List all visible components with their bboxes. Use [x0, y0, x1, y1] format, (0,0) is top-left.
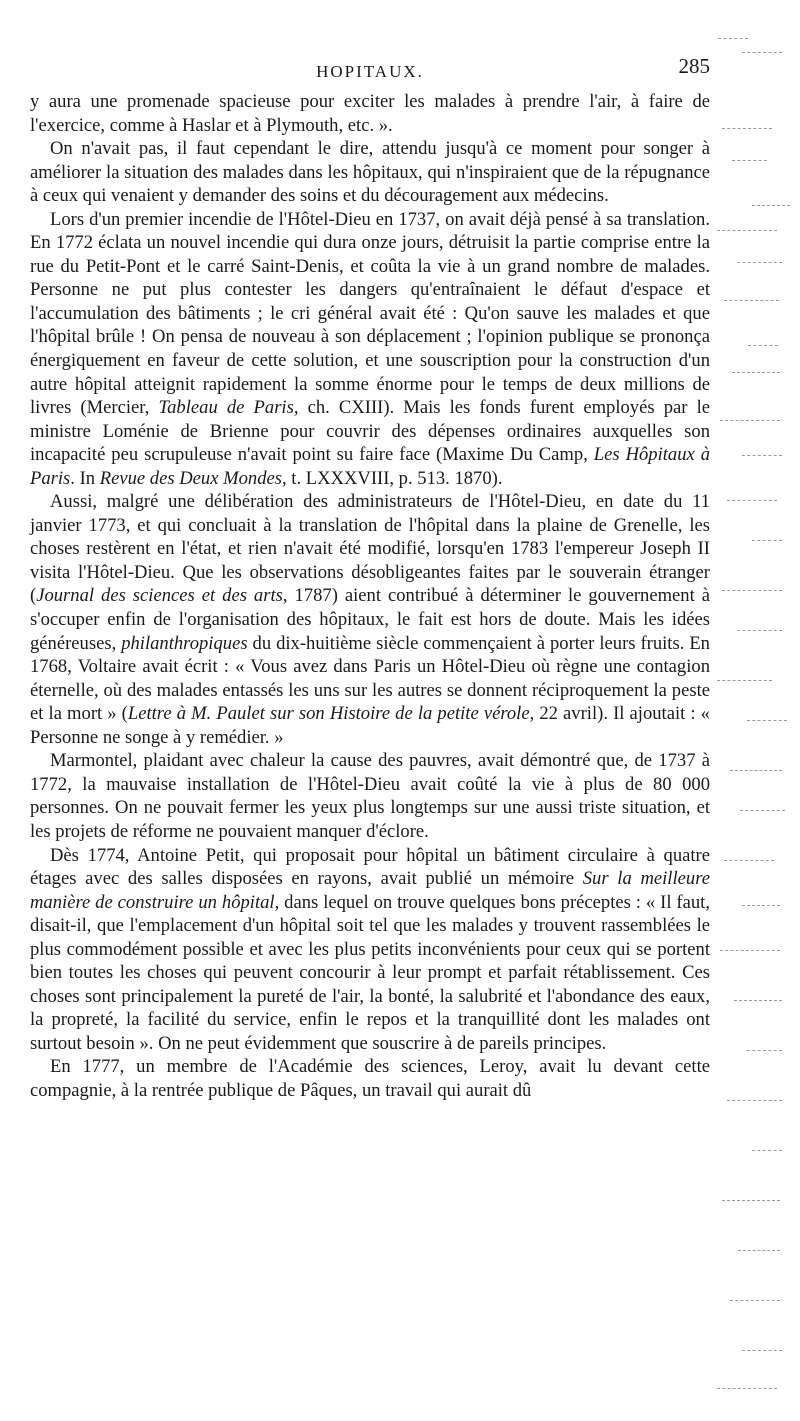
- scan-mark: [752, 1150, 782, 1152]
- scan-mark: [742, 455, 782, 457]
- italic-text-run: Sur la meilleure manière de construire un hôpital: [30, 868, 710, 913]
- scan-mark: [752, 540, 782, 542]
- text-run: , 1787) aient contribué à déterminer le gouvernement à s'occuper enfin de l'organisation des hôpitaux, le fait est hors de doute. Mais les idées généreuses,: [30, 585, 710, 654]
- paragraph: [30, 90, 710, 137]
- paragraph: [30, 844, 710, 1056]
- scan-mark: [738, 1250, 780, 1252]
- scan-mark: [717, 230, 777, 232]
- text-run: En 1777, un membre de l'Académie des sciences, Leroy, avait lu devant cette compagnie, à la rentrée publique de Pâques, un travail qui aurait dû: [30, 1056, 710, 1101]
- scan-mark: [752, 205, 790, 207]
- text-run: Lors d'un premier incendie de l'Hôtel-Dieu en 1737, on avait déjà pensé à sa translation. En 1772 éclata un nouvel incendie qui dura onze jours, détruisit la partie comprise entre la rue du Petit-Pont et le carré Saint-Denis, et coûta la vie à un grand nombre de malades. Personne ne put plus contester les dangers qu'entraînaient le défaut d'espace et l'accumulation des bâtiments ; le cri général avait été : Qu'on sauve les malades et que l'hôpital brûle ! On pensa de nouveau à son déplacement ; l'opinion publique se prononça énergiquement en faveur de cette solution, et une souscription pour la construction d'un autre hôpital atteignit rapidement la somme énorme pour le temps de deux millions de livres (Mercier,: [30, 208, 710, 419]
- running-head: HOPITAUX.: [316, 62, 424, 81]
- scan-mark: [730, 1300, 780, 1302]
- text-run: , t. LXXXVIII, p. 513. 1870).: [281, 467, 503, 489]
- scan-mark: [727, 500, 777, 502]
- italic-text-run: Lettre à M. Paulet sur son Histoire de la petite vérole: [127, 703, 530, 725]
- paragraph: [30, 1055, 710, 1102]
- paragraph: [30, 208, 710, 491]
- paragraph: [30, 137, 710, 208]
- scan-mark: [730, 770, 782, 772]
- text-run: , ch. CXIII). Mais les fonds furent employés par le ministre Loménie de Brienne pour couvrir des dépenses ordinaires auxquelles son incapacité peu scrupuleuse n'avait point su faire face (Maxime Du Camp,: [30, 397, 710, 466]
- scan-mark: [742, 52, 782, 54]
- body-text: [30, 90, 710, 1103]
- scan-mark: [720, 420, 780, 422]
- scan-mark: [720, 950, 780, 952]
- scan-mark: [740, 810, 785, 812]
- text-run: , 22 avril). Il ajoutait : « Personne ne songe à y remédier. »: [30, 703, 710, 748]
- scan-mark: [737, 630, 782, 632]
- scan-mark: [724, 300, 779, 302]
- paragraph: [30, 749, 710, 843]
- page-header: [30, 54, 710, 90]
- scan-mark: [732, 372, 780, 374]
- scan-mark: [722, 128, 772, 130]
- scan-mark: [732, 160, 767, 162]
- italic-text-run: philanthropiques: [121, 632, 248, 654]
- scan-mark: [734, 1000, 782, 1002]
- scan-mark: [722, 1200, 780, 1202]
- paragraph: [30, 490, 710, 749]
- text-run: Aussi, malgré une délibération des administrateurs de l'Hôtel-Dieu, en date du 11 janvier 1773, et qui concluait à la translation de l'hôpital dans la plaine de Grenelle, les choses restèrent en l'état, et rien n'avait été modifié, lorsqu'en 1783 l'empereur Joseph II visita l'Hôtel-Dieu. Que les observations désobligeantes faites par le souverain étranger (: [30, 491, 710, 607]
- margin-scan-marks: [712, 0, 800, 1421]
- italic-text-run: Journal des sciences et des arts: [36, 585, 283, 607]
- scan-mark: [747, 1050, 782, 1052]
- scan-mark: [748, 345, 778, 347]
- text-run: y aura une promenade spacieuse pour exciter les malades à prendre l'air, à faire de l'exercice, comme à Haslar et à Plymouth, etc. ».: [30, 91, 710, 136]
- text-run: , dans lequel on trouve quelques bons préceptes : « Il faut, disait-il, que l'emplacement d'un hôpital soit tel que les malades y trouvent rassemblées le plus commodément possible et avec les plus petits inconvénients pour ceux qui se portent bien toutes les choses qui peuvent concourir à leur prompt et parfait rétablissement. Ces choses sont principalement la pureté de l'air, la bonté, la salubrité et l'abondance des eaux, la propreté, la facilité du service, enfin le repos et la tranquillité dont les malades ont surtout besoin ». On ne peut évidemment que souscrire à de pareils principes.: [30, 891, 710, 1054]
- text-run: Dès 1774, Antoine Petit, qui proposait pour hôpital un bâtiment circulaire à quatre étages avec des salles disposées en rayons, avait publié un mémoire: [30, 844, 710, 890]
- text-run: . In: [70, 467, 100, 489]
- scan-mark: [722, 590, 782, 592]
- scan-mark: [717, 680, 772, 682]
- scan-mark: [727, 1100, 782, 1102]
- scan-mark: [737, 262, 782, 264]
- scan-mark: [718, 38, 748, 40]
- scan-mark: [724, 860, 774, 862]
- scan-mark: [742, 905, 780, 907]
- italic-text-run: Les Hôpitaux à Paris: [30, 444, 710, 489]
- italic-text-run: Revue des Deux Mondes: [99, 467, 282, 489]
- scan-mark: [747, 720, 787, 722]
- italic-text-run: Tableau de Paris: [158, 397, 294, 419]
- scan-mark: [717, 1388, 777, 1390]
- text-run: Marmontel, plaidant avec chaleur la cause des pauvres, avait démontré que, de 1737 à 1772, la mauvaise installation de l'Hôtel-Dieu avait coûté la vie à plus de 80 000 personnes. On ne pouvait fermer les yeux plus longtemps sur une aussi triste situation, et les projets de réforme ne pouvaient manquer d'éclore.: [30, 750, 710, 842]
- page-number: 285: [678, 54, 710, 78]
- text-run: On n'avait pas, il faut cependant le dire, attendu jusqu'à ce moment pour songer à améliorer la situation des malades dans les hôpitaux, qui n'inspiraient que de la répugnance à ceux qui venaient y demander des soins et du découragement aux médecins.: [30, 138, 710, 207]
- scan-mark: [742, 1350, 782, 1352]
- text-run: du dix-huitième siècle commençaient à porter leurs fruits. En 1768, Voltaire avait écrit : « Vous avez dans Paris un Hôtel-Dieu où règne une contagion éternelle, où des malades entassés les uns sur les autres se donnent réciproquement la peste et la mort » (: [30, 632, 710, 725]
